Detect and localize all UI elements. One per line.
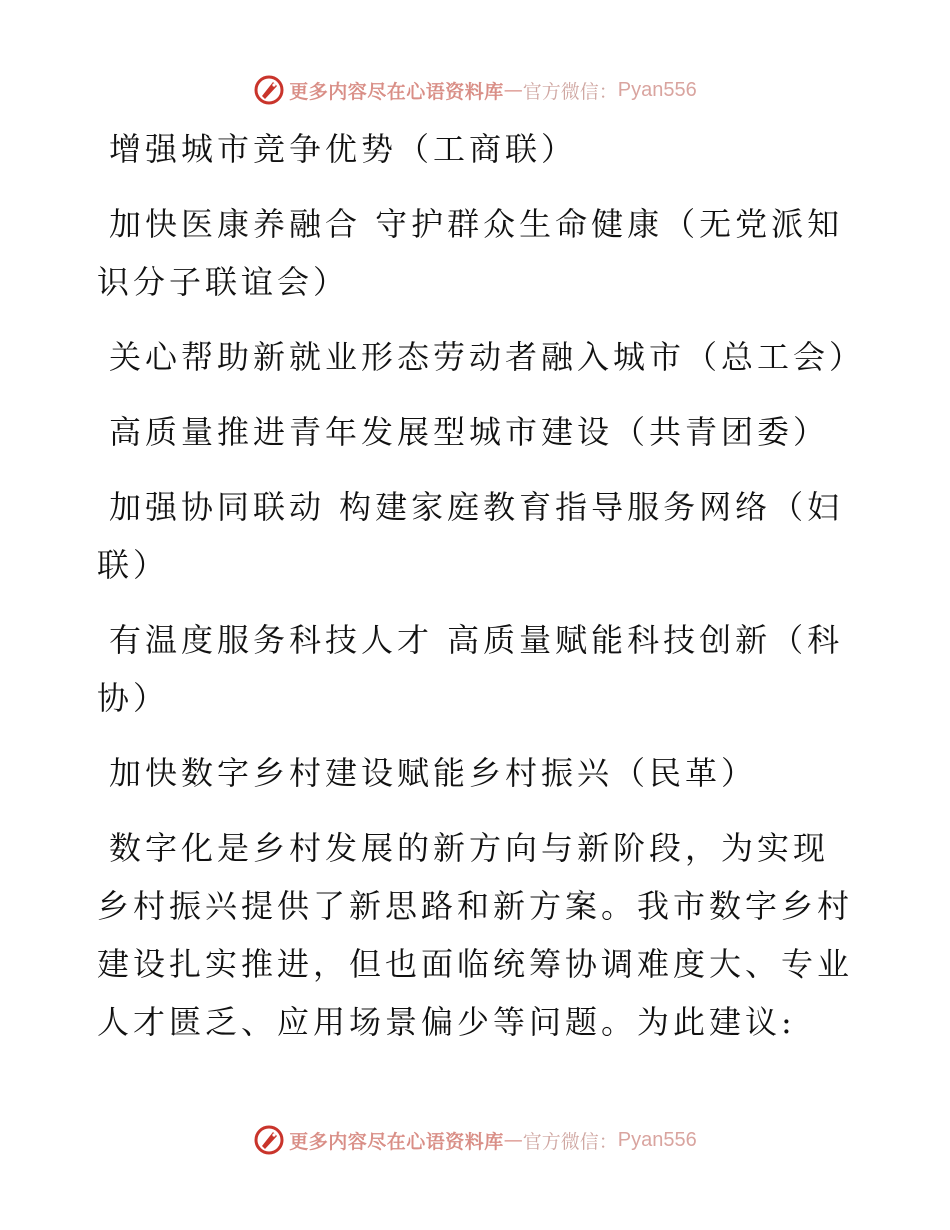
heading-digital-village: 加快数字乡村建设赋能乡村振兴（民革）	[109, 754, 758, 792]
watermark-separator: —	[503, 79, 523, 101]
watermark-wechat-label: 官方微信：	[522, 80, 618, 103]
watermark-separator: —	[503, 1129, 523, 1151]
heading-new-employment: 关心帮助新就业形态劳动者融入城市（总工会）	[109, 338, 866, 376]
pen-nib-logo-icon	[253, 1124, 285, 1156]
pen-nib-logo-icon	[253, 74, 285, 106]
document-body	[97, 120, 866, 1068]
heading-medical-care: 加快医康养融合 守护群众生命健康（无党派知识分子联谊会）	[97, 205, 844, 301]
heading-youth-city: 高质量推进青年发展型城市建设（共青团委）	[109, 413, 830, 451]
header-watermark	[0, 70, 950, 110]
heading-family-education: 加强协同联动 构建家庭教育指导服务网络（妇联）	[97, 488, 844, 584]
watermark-site-text: 更多内容尽在心语资料库	[289, 80, 504, 103]
watermark-wechat-label: 官方微信：	[522, 1130, 618, 1153]
body-paragraph-digital-village: 数字化是乡村发展的新方向与新阶段，为实现乡村振兴提供了新思路和新方案。我市数字乡村建设扎实推进，但也面临统筹协调难度大、专业人才匮乏、应用场景偏少等问题。为此建议:	[97, 829, 854, 1041]
heading-commerce-federation: 增强城市竞争优势（工商联）	[109, 130, 578, 168]
heading-science-talent: 有温度服务科技人才 高质量赋能科技创新（科协）	[97, 621, 844, 717]
watermark-site-text: 更多内容尽在心语资料库	[289, 1130, 504, 1153]
footer-watermark	[0, 1120, 950, 1160]
watermark-wechat-id: Pyan556	[617, 1128, 697, 1151]
watermark-wechat-id: Pyan556	[617, 78, 697, 101]
